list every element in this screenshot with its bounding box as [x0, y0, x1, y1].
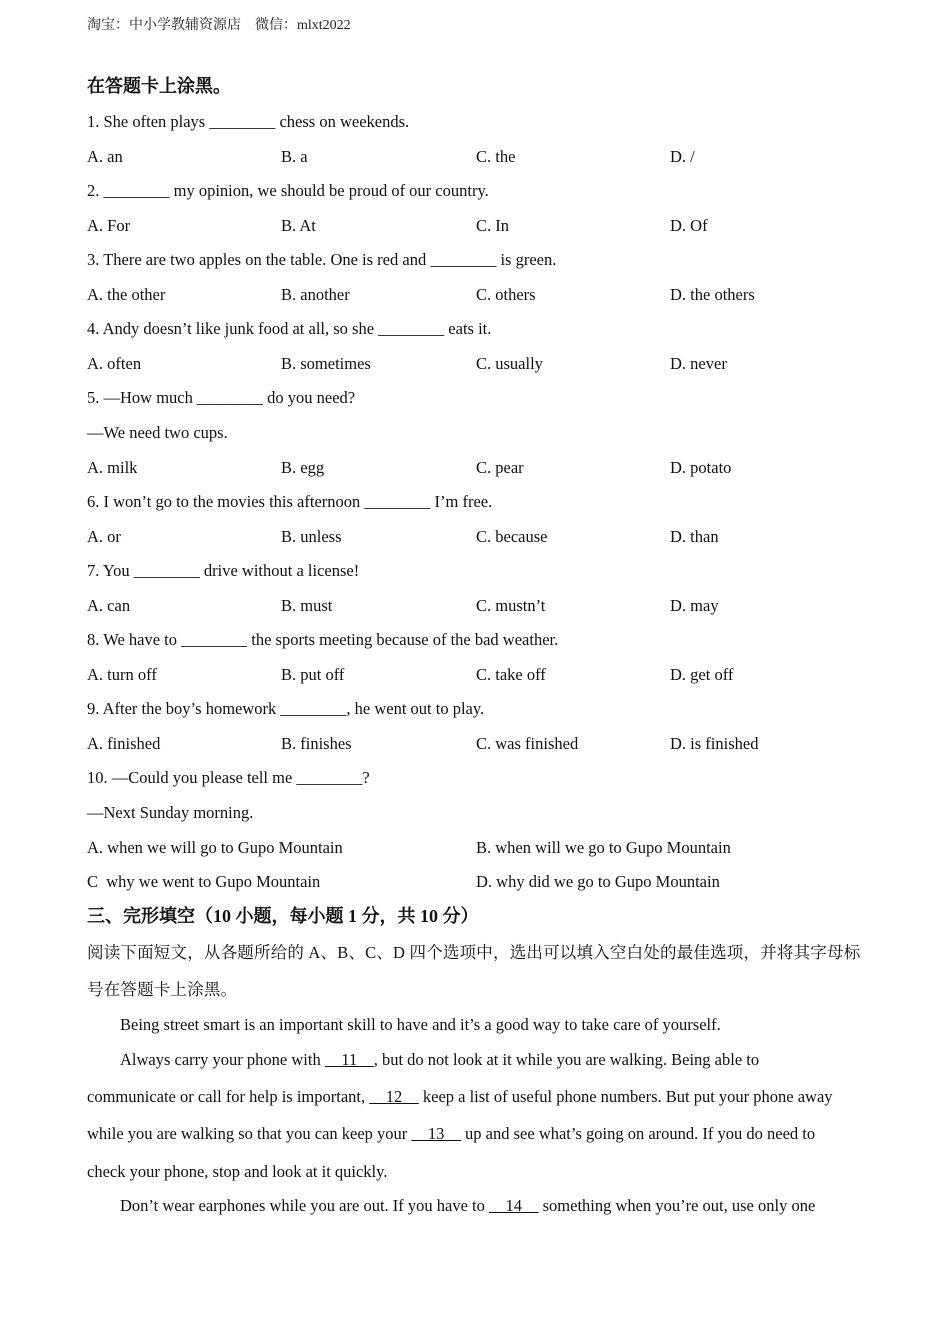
question-stem: 8. We have to ________ the sports meeting because of the bad weather.	[87, 630, 559, 649]
option-b: B. finishes	[281, 734, 352, 753]
option-d: D. /	[670, 147, 695, 166]
option-d: D. than	[670, 527, 719, 546]
passage-text: something when you’re out, use only one	[538, 1196, 816, 1215]
option-d: D. potato	[670, 458, 732, 477]
option-c: C. was finished	[476, 734, 579, 753]
passage-line: check your phone, stop and look at it quickly.	[87, 1162, 388, 1181]
blank-11: 11	[324, 1050, 374, 1069]
section-instruction-cont: 号在答题卡上涂黑。	[87, 980, 238, 999]
blank-12: 12	[369, 1087, 419, 1106]
option-a: A. or	[87, 527, 121, 546]
option-c: C why we went to Gupo Mountain	[87, 872, 321, 891]
option-a: A. an	[87, 147, 123, 166]
option-a: A. can	[87, 596, 131, 615]
blank-13: 13	[411, 1124, 461, 1143]
option-c: C. In	[476, 216, 509, 235]
passage-line	[87, 1124, 815, 1144]
option-c: C. the	[476, 147, 516, 166]
option-b: B. another	[281, 285, 350, 304]
question-stem: 2. ________ my opinion, we should be proud of our country.	[87, 181, 489, 200]
passage-line	[120, 1050, 759, 1070]
section-intro: 在答题卡上涂黑。	[87, 76, 231, 96]
option-d: D. is finished	[670, 734, 759, 753]
question-stem: 3. There are two apples on the table. One is red and ________ is green.	[87, 250, 557, 269]
option-c: C. others	[476, 285, 536, 304]
passage-text: up and see what’s going on around. If you do need to	[460, 1124, 816, 1143]
question-stem-reply: —We need two cups.	[87, 423, 228, 442]
option-c: C. pear	[476, 458, 524, 477]
option-d: D. why did we go to Gupo Mountain	[476, 872, 720, 891]
option-b: B. when will we go to Gupo Mountain	[476, 838, 731, 857]
passage-text: , but do not look at it while you are walking. Being able to	[373, 1050, 760, 1069]
option-d: D. never	[670, 354, 727, 373]
option-a: A. when we will go to Gupo Mountain	[87, 838, 343, 857]
passage-text: keep a list of useful phone numbers. But put your phone away	[418, 1087, 833, 1106]
page-header: 淘宝：中小学教辅资源店 微信：mlxt2022	[87, 18, 351, 33]
option-c: C. because	[476, 527, 548, 546]
passage-line	[87, 1087, 833, 1107]
question-stem: 1. She often plays ________ chess on weekends.	[87, 112, 410, 131]
option-a: A. milk	[87, 458, 138, 477]
option-a: A. For	[87, 216, 131, 235]
option-c: C. usually	[476, 354, 543, 373]
option-b: B. a	[281, 147, 308, 166]
option-c: C. mustn’t	[476, 596, 546, 615]
option-d: D. get off	[670, 665, 734, 684]
option-a: A. turn off	[87, 665, 157, 684]
question-stem: 9. After the boy’s homework ________, he went out to play.	[87, 699, 485, 718]
question-stem: 7. You ________ drive without a license!	[87, 561, 360, 580]
passage-text: Always carry your phone with	[120, 1050, 325, 1069]
option-b: B. egg	[281, 458, 325, 477]
option-b: B. unless	[281, 527, 342, 546]
passage-text: Don’t wear earphones while you are out. If you have to	[120, 1196, 489, 1215]
question-stem: 10. —Could you please tell me ________?	[87, 768, 370, 787]
passage-text: communicate or call for help is important,	[87, 1087, 370, 1106]
option-b: B. must	[281, 596, 333, 615]
option-d: D. Of	[670, 216, 708, 235]
option-b: B. At	[281, 216, 316, 235]
section-instruction: 阅读下面短文，从各题所给的 A、B、C、D 四个选项中，选出可以填入空白处的最佳选项，并将其字母标	[87, 943, 861, 962]
section-title: 三、完形填空（10 小题，每小题 1 分，共 10 分）	[87, 906, 479, 926]
passage-line: Being street smart is an important skill to have and it’s a good way to take care of yourself.	[120, 1015, 721, 1034]
option-a: A. often	[87, 354, 142, 373]
question-stem: 5. —How much ________ do you need?	[87, 388, 356, 407]
option-a: A. finished	[87, 734, 161, 753]
question-stem: 6. I won’t go to the movies this afternoon ________ I’m free.	[87, 492, 493, 511]
option-c: C. take off	[476, 665, 546, 684]
passage-line	[120, 1196, 815, 1216]
question-stem-reply: —Next Sunday morning.	[87, 803, 254, 822]
option-b: B. sometimes	[281, 354, 371, 373]
option-d: D. may	[670, 596, 719, 615]
passage-text: while you are walking so that you can keep your	[87, 1124, 412, 1143]
option-a: A. the other	[87, 285, 166, 304]
question-stem: 4. Andy doesn’t like junk food at all, so she ________ eats it.	[87, 319, 492, 338]
blank-14: 14	[489, 1196, 539, 1215]
option-b: B. put off	[281, 665, 345, 684]
option-d: D. the others	[670, 285, 755, 304]
